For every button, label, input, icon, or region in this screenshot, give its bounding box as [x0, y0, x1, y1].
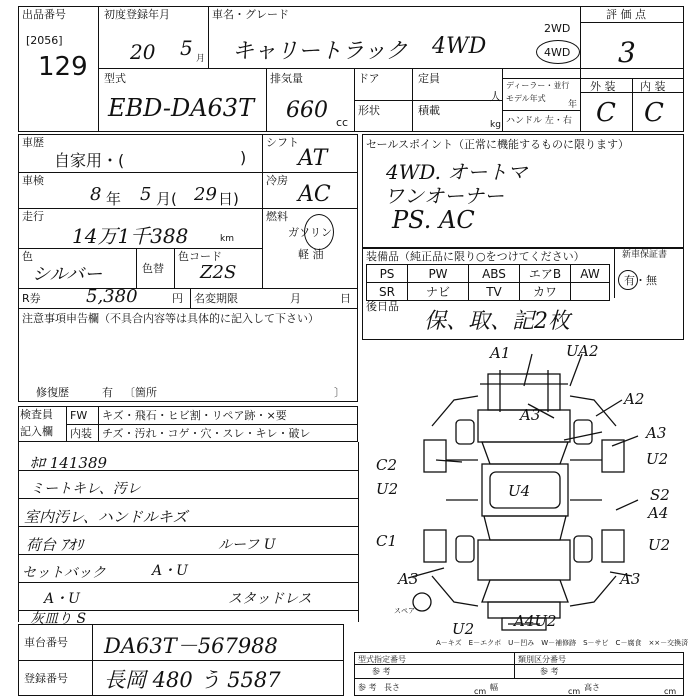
width-unit: cm	[568, 687, 581, 696]
history-label: 車歴	[22, 136, 44, 149]
equip-airbag: エアB	[520, 265, 571, 283]
fw-label: FW	[70, 409, 88, 422]
insp-day: 29	[194, 184, 217, 205]
fuel-label: 燃料	[266, 210, 288, 223]
mark-u2-right2: U2	[648, 536, 671, 554]
color-change-label: 色替	[142, 262, 164, 275]
reg-label: 登録番号	[24, 672, 68, 685]
ac-label: 冷房	[266, 174, 288, 187]
history-value: 自家用・(	[54, 151, 125, 170]
ac-value: AC	[298, 182, 331, 207]
recycle-label: R券	[22, 292, 41, 305]
damage-legend: A－キズ E－エクボ U－凹み W－補修跡 S－サビ C－腐食 ××－交換済	[436, 639, 689, 647]
ref-label: 参 考	[358, 683, 377, 692]
insp-month: 5	[140, 184, 152, 205]
equip-abs: ABS	[469, 265, 520, 283]
car-name: キャリートラック	[232, 39, 408, 64]
kg-unit: kg	[490, 120, 501, 130]
fuel-gas: ガソリン	[288, 226, 332, 239]
mark-a4u2: A4U2	[514, 612, 557, 630]
mark-c2: C2	[376, 456, 398, 474]
insp-month-unit: 月(	[156, 190, 177, 208]
equip-navi: ナビ	[408, 283, 469, 301]
name-change-label: 名変期限	[194, 292, 238, 305]
inspection-label: 車検	[22, 174, 44, 187]
chassis-value: DA63T－567988	[104, 634, 278, 658]
memo-line6: A・U	[44, 591, 80, 607]
sales-line1: 4WD. オートマ	[386, 160, 528, 184]
repair-place: 〔箇所	[124, 386, 157, 399]
drive-2wd: 2WD	[544, 22, 571, 35]
lot-sub: [2056]	[26, 34, 63, 47]
fuel-light: 軽 油	[298, 248, 324, 261]
equip-tv: TV	[469, 283, 520, 301]
color-code-label: 色コード	[178, 250, 222, 263]
sales-line3: PS. AC	[392, 206, 475, 234]
repair-value: 有	[102, 386, 113, 399]
name-change-day: 日	[340, 292, 351, 305]
post-label: 後日品	[366, 300, 399, 313]
notes-label: 注意事項申告欄（不具合内容等は具体的に記入して下さい）	[22, 312, 319, 325]
height-unit: cm	[664, 687, 677, 696]
class-ref: 参 考	[540, 667, 559, 676]
equip-ps: PS	[367, 265, 408, 283]
insp-day-unit: 日)	[218, 190, 239, 208]
mark-u2-bottom: U2	[452, 620, 475, 638]
inspector-label2: 記入欄	[20, 425, 53, 438]
warranty-label: 新車保証書	[622, 250, 668, 260]
memo-line7: 灰皿り S	[30, 611, 87, 627]
mark-ua2: UA2	[566, 342, 599, 360]
fw-items: キズ・飛石・ヒビ割・リペア跡・×要	[102, 409, 287, 422]
car-grade: 4WD	[432, 34, 487, 59]
load-label: 積載	[418, 104, 440, 117]
mark-a1: A1	[490, 344, 511, 362]
spec-label: 型式指定番号	[358, 655, 406, 664]
equip-leather: カワ	[520, 283, 571, 301]
width-label: 幅	[490, 683, 498, 692]
class-label: 類別区分番号	[518, 655, 566, 664]
spec-ref: 参 考	[372, 667, 391, 676]
drive-4wd: 4WD	[544, 46, 571, 59]
sales-line2: ワンオーナー	[384, 184, 504, 208]
shift-value: AT	[298, 146, 328, 171]
mark-a3-lower: A3	[398, 570, 419, 588]
int-check-label: 内装	[70, 427, 92, 440]
lot-label: 出品番号	[22, 8, 66, 21]
score-label: 評 価 点	[606, 8, 646, 21]
lot-number: 129	[38, 52, 88, 82]
first-reg-label: 初度登録年月	[104, 8, 170, 21]
score-value: 3	[618, 36, 636, 69]
mileage-label: 走行	[22, 210, 44, 223]
recycle-value: 5,380	[86, 286, 138, 307]
memo-line2: ミートキレ、汚レ	[30, 481, 141, 497]
repair-close: 〕	[334, 386, 345, 399]
ext-label: 外 装	[590, 80, 616, 93]
memo-line1: ﾎﾛ 141389	[30, 454, 108, 472]
int-label: 内 装	[640, 80, 666, 93]
memo-line5b: A・U	[152, 563, 188, 579]
mark-a4: A4	[648, 504, 669, 522]
mark-a3-right: A3	[646, 424, 667, 442]
insp-year-unit: 年	[106, 190, 122, 208]
mark-u2-right: U2	[646, 450, 669, 468]
height-label: 高さ	[584, 683, 600, 692]
insp-year: 8	[90, 184, 102, 205]
post-value: 保、取、記2枚	[424, 309, 570, 334]
color-code-value: Z2S	[200, 262, 237, 283]
color-value: シルバー	[32, 264, 103, 285]
history-close: )	[240, 148, 247, 167]
model-label: 型式	[104, 72, 126, 85]
km-unit: km	[220, 234, 234, 244]
disp-label: 排気量	[270, 72, 303, 85]
memo-line4b: ルーフ U	[218, 537, 276, 553]
dealer-label: ディーラー・並行	[506, 81, 570, 90]
mark-u2-left: U2	[376, 480, 399, 498]
mark-u4: U4	[508, 482, 531, 500]
warranty-circle	[618, 270, 638, 290]
memo-line3: 室内汚レ、ハンドルキズ	[24, 508, 188, 526]
ext-value: C	[596, 98, 616, 128]
equip-sr: SR	[367, 283, 408, 301]
shape-label: 形状	[358, 104, 380, 117]
disp-unit: cc	[336, 116, 349, 129]
memo-line4: 荷台 ｱｵﾘ	[26, 536, 84, 554]
name-grade-label: 車名・グレード	[212, 8, 289, 21]
equipment-label: 装備品（純正品に限り○をつけてください）	[366, 250, 585, 263]
length-unit: cm	[474, 687, 487, 696]
handle-label: ハンドル 左・右	[506, 116, 572, 126]
length-label: 長さ	[384, 683, 400, 692]
month-unit: 月	[196, 54, 206, 64]
person-unit: 人	[490, 90, 501, 103]
door-label: ドア	[358, 72, 380, 85]
disp-value: 660	[286, 98, 328, 123]
repair-label: 修復歴	[36, 386, 69, 399]
memo-line5: セットバック	[22, 565, 106, 581]
int-value: C	[644, 98, 664, 128]
fuel-gas-circle	[304, 214, 334, 250]
color-label: 色	[22, 250, 33, 263]
spare-label: スペア	[394, 607, 415, 615]
sales-label: セールスポイント（正常に機能するものに限ります）	[366, 138, 630, 151]
chassis-label: 車台番号	[24, 636, 68, 649]
mark-a3-top: A3	[520, 406, 541, 424]
yen-unit: 円	[172, 292, 183, 305]
warranty-value: 有・無	[624, 274, 657, 287]
memo-line6b: スタッドレス	[228, 591, 312, 607]
year-unit: 年	[568, 100, 578, 110]
first-reg-month: 5	[180, 36, 193, 60]
equip-aw: AW	[571, 265, 610, 283]
model-year-label: モデル年式	[506, 94, 546, 103]
mark-s2: S2	[650, 486, 670, 504]
int-check-items: チズ・汚れ・コゲ・穴・スレ・キレ・破レ	[102, 427, 311, 440]
capacity-label: 定員	[418, 72, 440, 85]
equip-pw: PW	[408, 265, 469, 283]
mark-c1: C1	[376, 532, 398, 550]
model-value: EBD-DA63T	[108, 94, 255, 122]
reg-value: 長岡 480 う 5587	[104, 668, 281, 692]
mark-a2: A2	[624, 390, 645, 408]
first-reg-year: 20	[130, 40, 156, 64]
inspector-label: 検査員	[20, 408, 53, 421]
drive-4wd-circle	[536, 40, 580, 64]
shift-label: シフト	[266, 136, 299, 149]
mileage-value: 14万1千388	[72, 224, 189, 248]
mark-a3-lower-right: A3	[620, 570, 641, 588]
equipment-table	[366, 264, 610, 301]
name-change-month: 月	[290, 292, 301, 305]
